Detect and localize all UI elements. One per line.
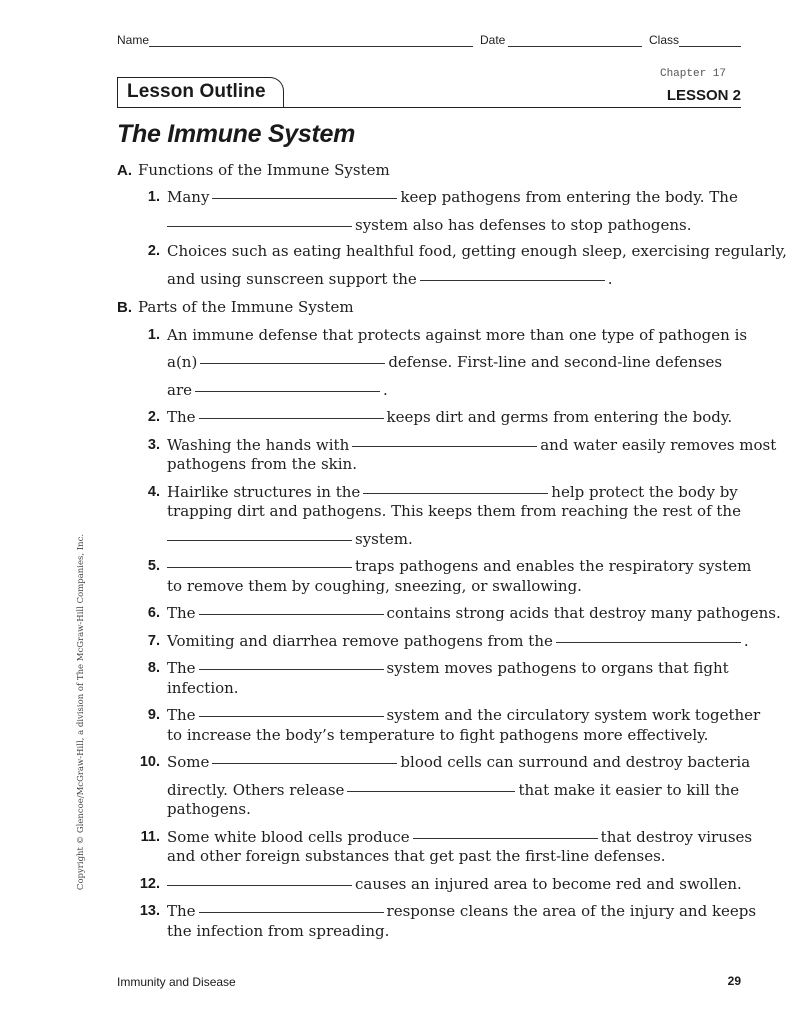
section-a-letter: A. — [117, 162, 132, 179]
page-title: The Immune System — [117, 120, 356, 148]
item-b9-line1: The system and the circulatory system work together — [167, 706, 761, 724]
item-b13-line2: the infection from spreading. — [167, 922, 390, 940]
item-b3-line1: Washing the hands with and water easily removes most — [167, 436, 777, 454]
answer-blank[interactable] — [199, 668, 384, 670]
item-number: 7. — [147, 633, 160, 649]
answer-blank[interactable] — [556, 641, 741, 643]
answer-blank[interactable] — [167, 225, 352, 227]
item-a1-line1: Many keep pathogens from entering the body. The — [167, 188, 738, 206]
item-b13-line1: The response cleans the area of the injury and keeps — [167, 902, 757, 920]
section-a-title: Functions of the Immune System — [138, 161, 390, 179]
item-b11-line1: Some white blood cells produce that destroy viruses — [167, 828, 753, 846]
item-b4-line1: Hairlike structures in the help protect the body by — [167, 483, 738, 501]
item-number: 11. — [140, 829, 160, 845]
item-number: 6. — [147, 605, 160, 621]
item-b5-line1: traps pathogens and enables the respiratory system — [167, 557, 751, 577]
item-b11-line2: and other foreign substances that get past the first-line defenses. — [167, 847, 666, 865]
item-number: 4. — [147, 484, 160, 500]
answer-blank[interactable] — [199, 911, 384, 913]
lesson-outline-tab — [117, 77, 284, 108]
item-b7-line1: Vomiting and diarrhea remove pathogens from the . — [167, 632, 749, 650]
item-b8-line2: infection. — [167, 679, 239, 697]
item-b9-line2: to increase the body’s temperature to fight pathogens more effectively. — [167, 726, 709, 744]
answer-blank[interactable] — [199, 417, 384, 419]
item-number: 9. — [147, 707, 160, 723]
footer-unit-title: Immunity and Disease — [117, 975, 236, 989]
answer-blank[interactable] — [212, 762, 397, 764]
item-a2-line2: and using sunscreen support the . — [167, 270, 613, 288]
answer-blank[interactable] — [347, 790, 515, 792]
name-line[interactable] — [149, 46, 473, 47]
item-number: 2. — [147, 243, 160, 259]
item-b10-line3: pathogens. — [167, 800, 251, 818]
answer-blank[interactable] — [352, 445, 537, 447]
section-b-title: Parts of the Immune System — [138, 298, 354, 316]
item-b6-line1: The contains strong acids that destroy many pathogens. — [167, 604, 781, 622]
item-b8-line1: The system moves pathogens to organs that fight — [167, 659, 729, 677]
item-number: 12. — [139, 876, 160, 892]
item-b1-line3: are . — [167, 381, 388, 399]
item-b12-line1: causes an injured area to become red and swollen. — [167, 875, 742, 895]
item-b4-line2: trapping dirt and pathogens. This keeps them from reaching the rest of the — [167, 502, 741, 520]
item-b1-line2: a(n) defense. First-line and second-line defenses — [167, 353, 723, 371]
answer-blank[interactable] — [200, 362, 385, 364]
header-rule — [117, 107, 741, 108]
answer-blank[interactable] — [167, 566, 352, 568]
item-number: 1. — [147, 327, 160, 343]
item-a2-line1: Choices such as eating healthful food, getting enough sleep, exercising regularly, — [167, 242, 787, 260]
answer-blank[interactable] — [195, 390, 380, 392]
item-number: 8. — [147, 660, 160, 676]
item-b3-line2: pathogens from the skin. — [167, 455, 357, 473]
item-number: 3. — [147, 437, 160, 453]
item-a1-line2: system also has defenses to stop pathogens. — [167, 216, 692, 236]
answer-blank[interactable] — [363, 492, 548, 494]
item-number: 13. — [139, 903, 160, 919]
date-label: Date — [480, 33, 506, 47]
item-b4-line3: system. — [167, 530, 413, 550]
item-b5-line2: to remove them by coughing, sneezing, or swallowing. — [167, 577, 582, 595]
page-number: 29 — [727, 974, 741, 988]
lesson-outline-label: Lesson Outline — [127, 81, 266, 102]
answer-blank[interactable] — [199, 715, 384, 717]
class-line[interactable] — [679, 46, 741, 47]
name-label: Name — [117, 33, 150, 47]
answer-blank[interactable] — [167, 884, 352, 886]
answer-blank[interactable] — [212, 197, 397, 199]
lesson-number: LESSON 2 — [666, 87, 741, 104]
answer-blank[interactable] — [420, 279, 605, 281]
item-number: 5. — [147, 558, 160, 574]
item-number: 1. — [147, 189, 160, 205]
class-label: Class — [649, 33, 680, 47]
item-number: 10. — [139, 754, 160, 770]
section-b-letter: B. — [117, 299, 132, 316]
answer-blank[interactable] — [413, 837, 598, 839]
item-number: 2. — [147, 409, 160, 425]
answer-blank[interactable] — [199, 613, 384, 615]
item-b2-line1: The keeps dirt and germs from entering the body. — [167, 408, 733, 426]
chapter-label: Chapter 17 — [659, 68, 726, 80]
answer-blank[interactable] — [167, 539, 352, 541]
item-b10-line1: Some blood cells can surround and destroy bacteria — [167, 753, 751, 771]
item-b1-line1: An immune defense that protects against more than one type of pathogen is — [167, 326, 748, 344]
item-b10-line2: directly. Others release that make it easier to kill the — [167, 781, 740, 799]
copyright-notice: Copyright © Glencoe/McGraw-Hill, a division of The McGraw-Hill Companies, Inc. — [76, 533, 86, 891]
date-line[interactable] — [508, 46, 642, 47]
